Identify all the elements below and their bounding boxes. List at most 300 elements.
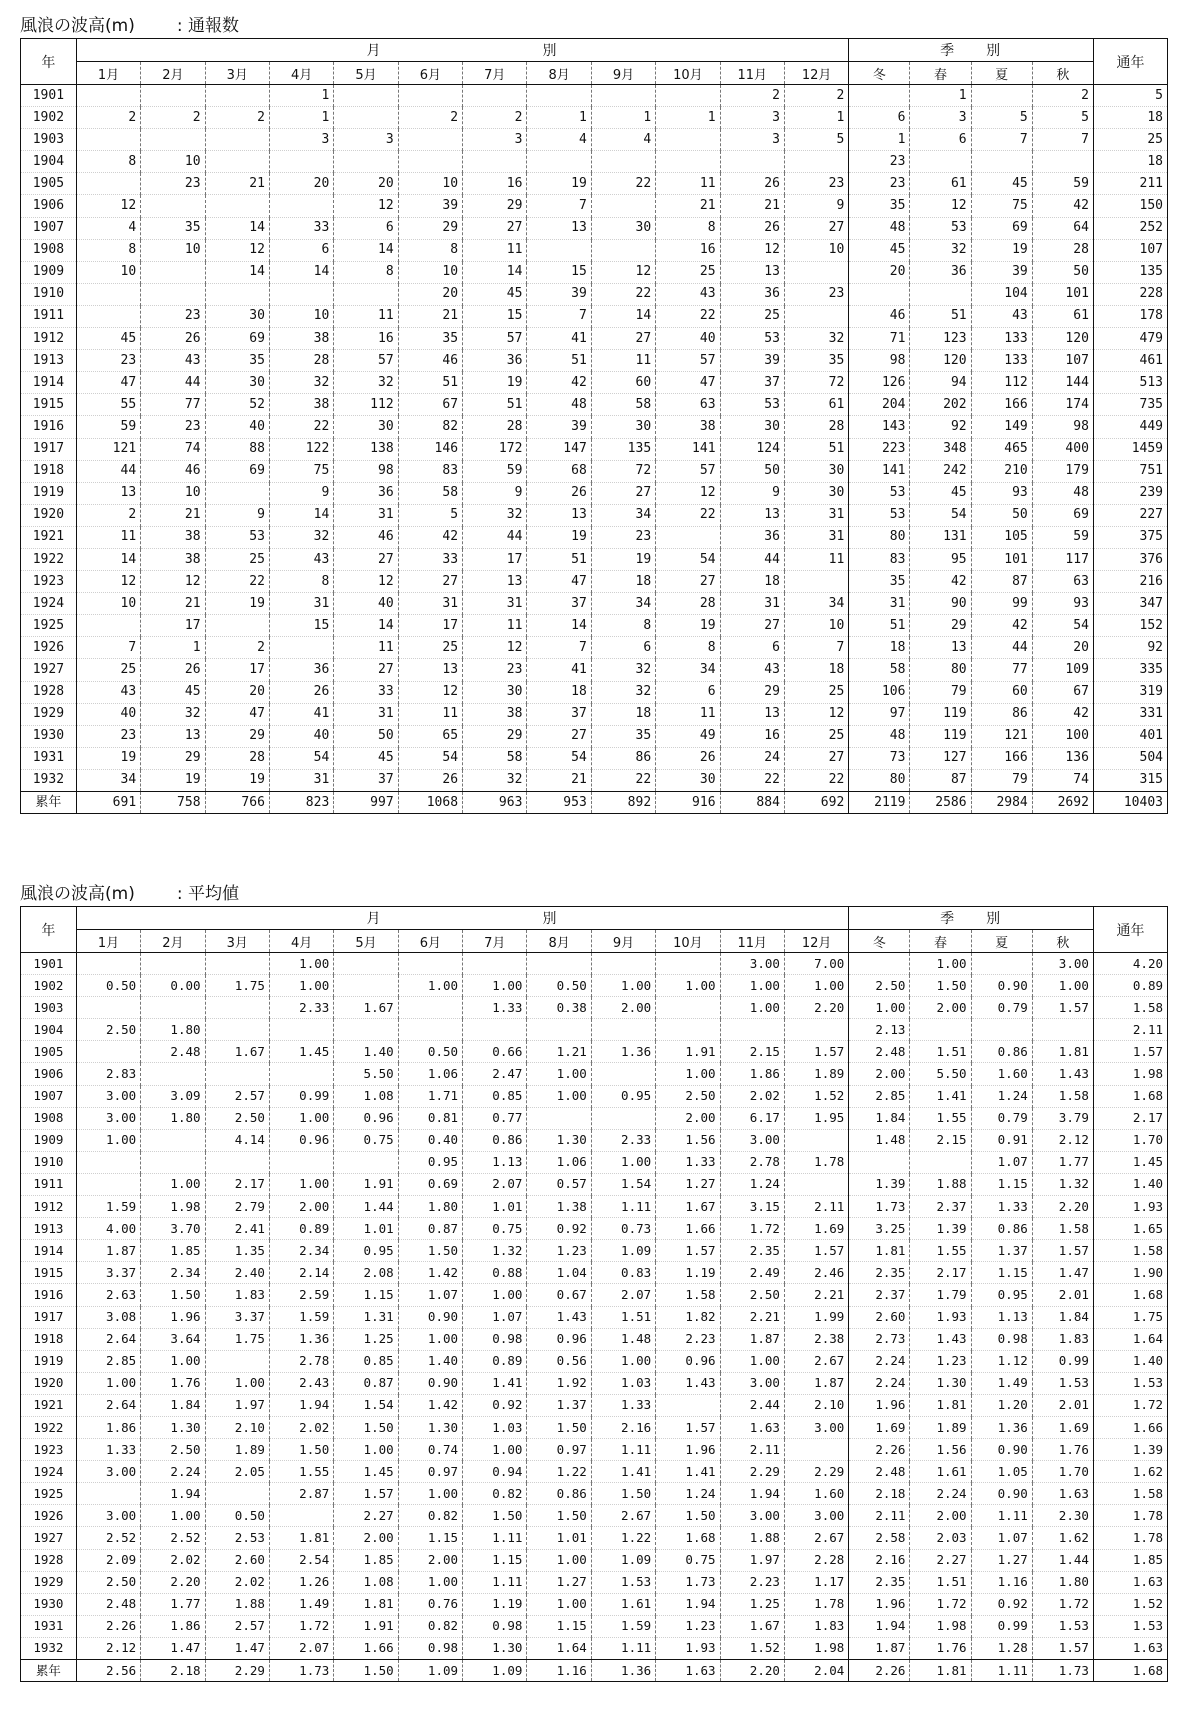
month-value-cell: 1.00 — [76, 1372, 140, 1394]
month-value-cell: 53 — [720, 394, 784, 416]
season-value-cell: 107 — [1032, 350, 1093, 372]
annual-value-cell: 1.58 — [1093, 1240, 1167, 1262]
month-header: 1月 — [76, 930, 140, 953]
month-value-cell: 1.57 — [334, 1483, 398, 1505]
month-value-cell: 32 — [591, 681, 655, 703]
year-cell: 1913 — [21, 350, 77, 372]
season-value-cell — [910, 283, 971, 305]
month-value-cell: 10 — [76, 261, 140, 283]
month-value-cell — [334, 975, 398, 997]
annual-value-cell: 135 — [1093, 261, 1167, 283]
table-row — [21, 1328, 1168, 1350]
month-value-cell: 1.26 — [269, 1571, 333, 1593]
month-group-label: 月 — [366, 911, 383, 927]
year-cell: 1903 — [21, 129, 77, 151]
month-value-cell: 0.83 — [591, 1262, 655, 1284]
month-value-cell: 2.26 — [76, 1615, 140, 1637]
month-value-cell: 25 — [784, 725, 848, 747]
season-value-cell: 92 — [910, 416, 971, 438]
season-value-cell: 35 — [849, 571, 910, 593]
year-header: 年 — [21, 907, 77, 953]
month-value-cell: 1.67 — [334, 997, 398, 1019]
month-value-cell: 59 — [76, 416, 140, 438]
season-value-cell: 1.39 — [849, 1173, 910, 1195]
month-value-cell: 31 — [334, 703, 398, 725]
title-text: 風浪の波高(m) — [20, 16, 135, 36]
month-value-cell: 45 — [334, 747, 398, 769]
month-value-cell — [269, 1151, 333, 1173]
season-value-cell: 1.81 — [910, 1394, 971, 1416]
month-value-cell: 25 — [205, 548, 269, 570]
month-value-cell: 77 — [141, 394, 205, 416]
season-value-cell: 1.83 — [1032, 1328, 1093, 1350]
month-value-cell: 45 — [141, 681, 205, 703]
month-value-cell: 21 — [398, 305, 462, 327]
season-value-cell — [849, 283, 910, 305]
annual-value-cell: 375 — [1093, 526, 1167, 548]
season-value-cell: 1.13 — [971, 1306, 1032, 1328]
month-value-cell: 10 — [269, 305, 333, 327]
season-value-cell: 1.93 — [910, 1306, 971, 1328]
season-value-cell: 1.00 — [1032, 975, 1093, 997]
month-value-cell: 12 — [76, 195, 140, 217]
month-value-cell: 17 — [141, 615, 205, 637]
month-value-cell: 16 — [463, 173, 527, 195]
year-cell: 1922 — [21, 548, 77, 570]
month-value-cell: 28 — [784, 416, 848, 438]
month-value-cell: 30 — [205, 305, 269, 327]
month-value-cell: 2.50 — [76, 1019, 140, 1041]
month-value-cell: 122 — [269, 438, 333, 460]
month-value-cell: 1.00 — [398, 1571, 462, 1593]
month-value-cell — [141, 1063, 205, 1085]
month-value-cell — [784, 305, 848, 327]
month-value-cell: 1.30 — [141, 1416, 205, 1438]
month-value-cell: 3.00 — [76, 1107, 140, 1129]
month-value-cell: 2.44 — [720, 1394, 784, 1416]
month-value-cell — [784, 261, 848, 283]
season-value-cell: 80 — [910, 659, 971, 681]
month-value-cell — [591, 151, 655, 173]
month-value-cell: 3.08 — [76, 1306, 140, 1328]
season-value-cell: 2.24 — [849, 1350, 910, 1372]
month-value-cell: 2.10 — [205, 1416, 269, 1438]
season-header: 冬 — [849, 930, 910, 953]
season-value-cell: 1.63 — [1032, 1483, 1093, 1505]
table-row — [21, 681, 1168, 703]
month-value-cell: 2.50 — [141, 1439, 205, 1461]
month-value-cell: 21 — [527, 769, 591, 791]
month-value-cell: 2.67 — [784, 1527, 848, 1549]
month-value-cell — [591, 239, 655, 261]
total-value-cell: 2.26 — [849, 1660, 910, 1682]
annual-value-cell: 1.62 — [1093, 1461, 1167, 1483]
season-value-cell: 6 — [910, 129, 971, 151]
annual-value-cell: 216 — [1093, 571, 1167, 593]
year-cell: 1928 — [21, 1549, 77, 1571]
season-value-cell: 2.00 — [910, 1505, 971, 1527]
month-value-cell: 3 — [720, 129, 784, 151]
month-value-cell: 31 — [398, 593, 462, 615]
season-value-cell: 2.01 — [1032, 1394, 1093, 1416]
month-value-cell — [205, 1151, 269, 1173]
month-value-cell — [591, 1063, 655, 1085]
month-value-cell: 0.90 — [398, 1372, 462, 1394]
annual-value-cell: 211 — [1093, 173, 1167, 195]
month-value-cell: 67 — [398, 394, 462, 416]
season-value-cell: 77 — [971, 659, 1032, 681]
year-cell: 1930 — [21, 1593, 77, 1615]
month-value-cell: 2.00 — [656, 1107, 720, 1129]
month-value-cell: 1.87 — [784, 1372, 848, 1394]
month-value-cell: 8 — [269, 571, 333, 593]
month-value-cell — [527, 85, 591, 107]
month-value-cell: 43 — [720, 659, 784, 681]
month-value-cell: 124 — [720, 438, 784, 460]
month-value-cell: 1.72 — [720, 1218, 784, 1240]
season-value-cell: 112 — [971, 372, 1032, 394]
season-value-cell: 79 — [910, 681, 971, 703]
total-value-cell: 692 — [784, 792, 848, 814]
table-row — [21, 747, 1168, 769]
year-cell: 1911 — [21, 1173, 77, 1195]
season-value-cell: 2.35 — [849, 1262, 910, 1284]
month-value-cell: 0.87 — [398, 1218, 462, 1240]
month-value-cell: 75 — [269, 460, 333, 482]
year-cell: 1914 — [21, 372, 77, 394]
month-value-cell: 1.57 — [656, 1240, 720, 1262]
month-value-cell: 1.11 — [591, 1637, 655, 1659]
table-row — [21, 1196, 1168, 1218]
month-value-cell: 1.33 — [76, 1439, 140, 1461]
month-value-cell: 11 — [591, 350, 655, 372]
total-row — [21, 1660, 1168, 1682]
month-value-cell: 0.82 — [463, 1483, 527, 1505]
month-value-cell: 23 — [141, 416, 205, 438]
month-value-cell: 1.00 — [269, 1173, 333, 1195]
month-value-cell: 10 — [141, 151, 205, 173]
month-value-cell: 1.00 — [463, 1284, 527, 1306]
month-value-cell: 1.86 — [76, 1416, 140, 1438]
month-value-cell: 2.64 — [76, 1394, 140, 1416]
month-value-cell: 1.01 — [463, 1196, 527, 1218]
season-value-cell: 93 — [1032, 593, 1093, 615]
month-value-cell: 1.78 — [784, 1151, 848, 1173]
year-cell: 1913 — [21, 1218, 77, 1240]
season-value-cell: 5 — [1032, 107, 1093, 129]
month-value-cell: 0.00 — [141, 975, 205, 997]
season-value-cell: 1.55 — [910, 1240, 971, 1262]
month-value-cell: 58 — [463, 747, 527, 769]
month-value-cell: 1.99 — [784, 1306, 848, 1328]
month-value-cell — [463, 151, 527, 173]
month-value-cell: 23 — [76, 350, 140, 372]
month-value-cell: 0.38 — [527, 997, 591, 1019]
month-value-cell: 15 — [269, 615, 333, 637]
month-value-cell: 16 — [720, 725, 784, 747]
season-value-cell — [849, 1151, 910, 1173]
month-value-cell: 60 — [591, 372, 655, 394]
month-value-cell: 13 — [141, 725, 205, 747]
month-value-cell: 1.54 — [591, 1173, 655, 1195]
month-value-cell: 22 — [591, 283, 655, 305]
season-value-cell: 61 — [910, 173, 971, 195]
month-group-label: 月 — [366, 43, 383, 59]
month-value-cell: 0.96 — [269, 1129, 333, 1151]
month-group-header — [76, 907, 849, 930]
month-value-cell: 32 — [269, 372, 333, 394]
month-value-cell: 30 — [784, 460, 848, 482]
total-value-cell: 823 — [269, 792, 333, 814]
season-value-cell: 127 — [910, 747, 971, 769]
month-value-cell: 50 — [334, 725, 398, 747]
month-value-cell: 27 — [720, 615, 784, 637]
month-group-header — [76, 39, 849, 62]
total-label: 累年 — [21, 792, 77, 814]
month-value-cell: 1.45 — [269, 1041, 333, 1063]
total-value-cell: 963 — [463, 792, 527, 814]
month-value-cell: 21 — [205, 173, 269, 195]
month-value-cell: 1.15 — [527, 1615, 591, 1637]
month-value-cell: 1.30 — [398, 1416, 462, 1438]
season-value-cell: 98 — [849, 350, 910, 372]
month-value-cell: 8 — [334, 261, 398, 283]
season-header: 冬 — [849, 62, 910, 85]
year-cell: 1909 — [21, 1129, 77, 1151]
season-value-cell: 179 — [1032, 460, 1093, 482]
month-value-cell: 0.98 — [463, 1328, 527, 1350]
month-value-cell: 36 — [334, 482, 398, 504]
month-value-cell: 1.00 — [76, 1129, 140, 1151]
year-cell: 1901 — [21, 85, 77, 107]
season-value-cell: 1.77 — [1032, 1151, 1093, 1173]
season-value-cell: 71 — [849, 328, 910, 350]
year-cell: 1928 — [21, 681, 77, 703]
season-value-cell: 1.23 — [910, 1350, 971, 1372]
month-value-cell: 1.84 — [141, 1394, 205, 1416]
annual-value-cell: 1.63 — [1093, 1571, 1167, 1593]
month-value-cell: 31 — [269, 593, 333, 615]
month-value-cell: 2.52 — [76, 1527, 140, 1549]
annual-value-cell: 1.57 — [1093, 1041, 1167, 1063]
season-value-cell: 123 — [910, 328, 971, 350]
season-value-cell: 2.03 — [910, 1527, 971, 1549]
month-value-cell: 21 — [720, 195, 784, 217]
month-value-cell: 5 — [784, 129, 848, 151]
month-value-cell: 1.93 — [656, 1637, 720, 1659]
month-value-cell: 17 — [205, 659, 269, 681]
month-value-cell: 2.50 — [656, 1085, 720, 1107]
month-value-cell: 1.15 — [334, 1284, 398, 1306]
month-value-cell: 54 — [656, 548, 720, 570]
annual-value-cell: 319 — [1093, 681, 1167, 703]
month-value-cell: 1.98 — [784, 1637, 848, 1659]
month-value-cell: 1.03 — [463, 1416, 527, 1438]
month-header: 7月 — [463, 62, 527, 85]
month-value-cell: 22 — [656, 504, 720, 526]
month-value-cell: 29 — [720, 681, 784, 703]
month-value-cell: 31 — [463, 593, 527, 615]
table-row — [21, 1107, 1168, 1129]
month-value-cell: 13 — [720, 261, 784, 283]
month-value-cell: 1.42 — [398, 1262, 462, 1284]
month-value-cell: 23 — [591, 526, 655, 548]
season-value-cell: 48 — [849, 725, 910, 747]
month-value-cell: 146 — [398, 438, 462, 460]
season-value-cell: 131 — [910, 526, 971, 548]
month-value-cell: 2.21 — [784, 1284, 848, 1306]
annual-value-cell: 1.63 — [1093, 1637, 1167, 1659]
season-value-cell: 53 — [849, 482, 910, 504]
season-value-cell: 1.00 — [910, 953, 971, 975]
month-value-cell: 22 — [784, 769, 848, 791]
year-header: 年 — [21, 39, 77, 85]
month-value-cell: 57 — [656, 350, 720, 372]
month-value-cell: 1.04 — [527, 1262, 591, 1284]
season-value-cell: 1.41 — [910, 1085, 971, 1107]
season-value-cell: 0.90 — [971, 1439, 1032, 1461]
month-value-cell — [205, 283, 269, 305]
month-value-cell: 35 — [591, 725, 655, 747]
month-header: 10月 — [656, 62, 720, 85]
month-value-cell: 2.29 — [720, 1461, 784, 1483]
month-value-cell: 1.40 — [398, 1350, 462, 1372]
annual-value-cell: 401 — [1093, 725, 1167, 747]
month-value-cell: 41 — [269, 703, 333, 725]
month-value-cell: 0.97 — [527, 1439, 591, 1461]
annual-value-cell: 461 — [1093, 350, 1167, 372]
season-value-cell: 18 — [849, 637, 910, 659]
month-value-cell: 25 — [656, 261, 720, 283]
season-value-cell: 50 — [1032, 261, 1093, 283]
total-row — [21, 792, 1168, 814]
season-value-cell: 100 — [1032, 725, 1093, 747]
month-value-cell: 25 — [76, 659, 140, 681]
table-row — [21, 1461, 1168, 1483]
month-value-cell: 3.15 — [720, 1196, 784, 1218]
table-row — [21, 1439, 1168, 1461]
month-value-cell: 22 — [269, 416, 333, 438]
month-value-cell — [205, 1019, 269, 1041]
month-value-cell: 1.00 — [269, 1107, 333, 1129]
month-value-cell: 8 — [656, 217, 720, 239]
season-value-cell: 59 — [1032, 173, 1093, 195]
month-value-cell — [784, 571, 848, 593]
month-value-cell: 22 — [656, 305, 720, 327]
month-value-cell: 72 — [784, 372, 848, 394]
season-value-cell: 106 — [849, 681, 910, 703]
month-value-cell: 1.52 — [720, 1637, 784, 1659]
month-value-cell: 2.23 — [656, 1328, 720, 1350]
month-value-cell: 1.40 — [334, 1041, 398, 1063]
total-value-cell: 1.68 — [1093, 1660, 1167, 1682]
season-header: 夏 — [971, 62, 1032, 85]
month-value-cell: 0.69 — [398, 1173, 462, 1195]
month-value-cell: 11 — [398, 703, 462, 725]
year-cell: 1929 — [21, 703, 77, 725]
season-value-cell: 166 — [971, 394, 1032, 416]
total-value-cell: 1.16 — [527, 1660, 591, 1682]
month-value-cell: 1.22 — [527, 1461, 591, 1483]
season-value-cell: 1 — [910, 85, 971, 107]
month-value-cell: 2.02 — [269, 1416, 333, 1438]
month-value-cell: 0.75 — [656, 1549, 720, 1571]
month-value-cell: 58 — [398, 482, 462, 504]
month-value-cell: 19 — [463, 372, 527, 394]
month-value-cell: 6 — [334, 217, 398, 239]
month-value-cell: 46 — [398, 350, 462, 372]
month-value-cell: 1.00 — [656, 1063, 720, 1085]
season-value-cell: 1.15 — [971, 1173, 1032, 1195]
month-value-cell: 22 — [205, 571, 269, 593]
annual-value-cell: 1.58 — [1093, 1483, 1167, 1505]
month-value-cell: 3.00 — [720, 953, 784, 975]
month-value-cell: 0.96 — [334, 1107, 398, 1129]
month-value-cell: 1.09 — [591, 1549, 655, 1571]
month-value-cell: 1.36 — [269, 1328, 333, 1350]
total-value-cell: 1.50 — [334, 1660, 398, 1682]
month-value-cell: 1.24 — [656, 1483, 720, 1505]
month-value-cell: 33 — [398, 548, 462, 570]
month-value-cell: 1.77 — [141, 1593, 205, 1615]
month-value-cell — [76, 283, 140, 305]
month-value-cell: 11 — [784, 548, 848, 570]
month-value-cell: 59 — [463, 460, 527, 482]
month-value-cell: 63 — [656, 394, 720, 416]
season-header: 春 — [910, 930, 971, 953]
month-value-cell: 32 — [334, 372, 398, 394]
month-value-cell — [205, 129, 269, 151]
month-header: 2月 — [141, 62, 205, 85]
season-value-cell: 1.44 — [1032, 1549, 1093, 1571]
month-value-cell — [269, 151, 333, 173]
report-count-table — [20, 38, 1168, 814]
annual-value-cell: 150 — [1093, 195, 1167, 217]
month-value-cell — [334, 1019, 398, 1041]
month-value-cell: 19 — [205, 593, 269, 615]
season-value-cell: 109 — [1032, 659, 1093, 681]
month-value-cell: 1.07 — [463, 1306, 527, 1328]
month-value-cell: 1.89 — [784, 1063, 848, 1085]
season-value-cell: 42 — [1032, 195, 1093, 217]
season-header: 秋 — [1032, 930, 1093, 953]
month-value-cell: 1.00 — [141, 1505, 205, 1527]
season-value-cell: 3.79 — [1032, 1107, 1093, 1129]
month-value-cell: 1.38 — [527, 1196, 591, 1218]
month-value-cell: 34 — [591, 593, 655, 615]
month-value-cell: 7.00 — [784, 953, 848, 975]
table-row — [21, 1041, 1168, 1063]
table-row — [21, 593, 1168, 615]
season-value-cell — [971, 151, 1032, 173]
month-value-cell: 43 — [656, 283, 720, 305]
month-value-cell: 3.00 — [76, 1085, 140, 1107]
month-value-cell: 1.11 — [591, 1439, 655, 1461]
month-value-cell — [656, 151, 720, 173]
season-value-cell: 87 — [910, 769, 971, 791]
month-value-cell — [656, 1394, 720, 1416]
total-value-cell: 916 — [656, 792, 720, 814]
season-value-cell: 42 — [910, 571, 971, 593]
month-value-cell — [398, 997, 462, 1019]
month-value-cell: 10 — [398, 173, 462, 195]
month-value-cell: 0.89 — [463, 1350, 527, 1372]
month-value-cell: 47 — [527, 571, 591, 593]
month-header: 4月 — [269, 930, 333, 953]
season-value-cell: 80 — [849, 769, 910, 791]
season-value-cell: 39 — [971, 261, 1032, 283]
season-value-cell: 1.27 — [971, 1549, 1032, 1571]
